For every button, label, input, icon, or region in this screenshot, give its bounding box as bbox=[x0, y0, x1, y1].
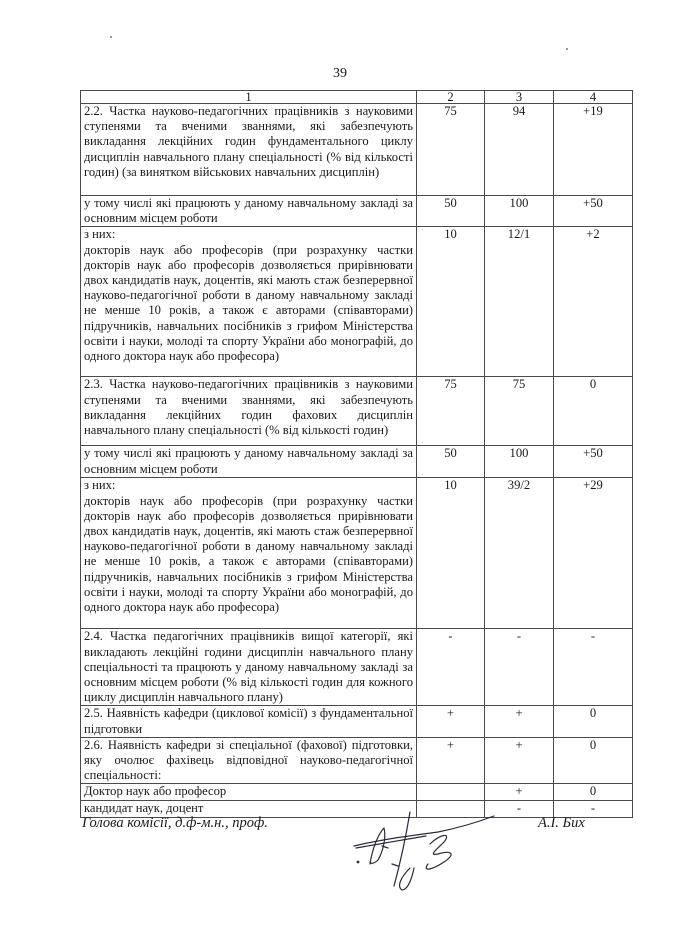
row-col3-value: - bbox=[485, 801, 554, 818]
table-row-2-6 bbox=[81, 737, 633, 784]
table-row-2-2 bbox=[81, 104, 633, 196]
scan-speck bbox=[566, 48, 568, 50]
row-description: докторів наук або професорів (при розрахунку частки докторів наук або професорів дозволяється прирівнювати двох кандидатів наук, доцентів, які мають стаж безперервної науково-педагогічної роботи в даному навчальному закладі не менше 10 років, а також є авторами (співавторами) підручників, навчальних посібників з грифом Міністерства освіти і науки, молоді та спорту України або монографій, до одного доктора наук або професора) bbox=[84, 493, 413, 615]
row-col2-value: + bbox=[417, 737, 485, 784]
row-col2-value: 75 bbox=[417, 377, 485, 446]
row-col3-value: + bbox=[485, 706, 554, 737]
column-header-4: 4 bbox=[554, 91, 633, 104]
row-col4-value: +50 bbox=[554, 196, 633, 227]
row-col3-value: 100 bbox=[485, 446, 554, 478]
row-col4-value: - bbox=[554, 801, 633, 818]
row-description: 2.2. Частка науково-педагогічних працівників з науковими ступенями та вченими званнями, які забезпечують викладання лекційних годин фундаментального циклу дисциплін навчального плану спеціальності (% від кількості годин) (за винятком військових навчальних дисциплін) bbox=[81, 104, 417, 196]
row-description-cell bbox=[81, 478, 417, 629]
page-number: 39 bbox=[333, 66, 347, 81]
row-col4-value: +2 bbox=[554, 227, 633, 377]
column-header-2: 2 bbox=[417, 91, 485, 104]
row-col2-value bbox=[417, 784, 485, 801]
handwritten-signature-icon bbox=[348, 806, 498, 892]
row-col3-value: - bbox=[485, 629, 554, 706]
row-col4-value: +29 bbox=[554, 478, 633, 629]
row-col3-value: 94 bbox=[485, 104, 554, 196]
column-header-1: 1 bbox=[81, 91, 417, 104]
table-row-2-3 bbox=[81, 377, 633, 446]
row-col3-value: 100 bbox=[485, 196, 554, 227]
column-header-3: 3 bbox=[485, 91, 554, 104]
table-header-row bbox=[81, 91, 633, 104]
table-row-2-2-main-workplace bbox=[81, 196, 633, 227]
table-row-2-3-doctors bbox=[81, 478, 633, 629]
row-col2-value: 10 bbox=[417, 478, 485, 629]
row-col3-value: 75 bbox=[485, 377, 554, 446]
accreditation-criteria-table bbox=[80, 90, 633, 818]
row-col4-value: +50 bbox=[554, 446, 633, 478]
row-col3-value: 39/2 bbox=[485, 478, 554, 629]
signer-title: Голова комісії, д.ф-м.н., проф. bbox=[82, 815, 268, 831]
row-col2-value: 50 bbox=[417, 446, 485, 478]
row-col4-value: 0 bbox=[554, 706, 633, 737]
row-col4-value: 0 bbox=[554, 784, 633, 801]
scan-speck bbox=[110, 36, 112, 38]
table-row-doctor-or-professor bbox=[81, 784, 633, 801]
row-col4-value: 0 bbox=[554, 737, 633, 784]
table-row-2-3-main-workplace bbox=[81, 446, 633, 478]
row-col4-value: +19 bbox=[554, 104, 633, 196]
row-col3-value: 12/1 bbox=[485, 227, 554, 377]
table-row-2-4 bbox=[81, 629, 633, 706]
row-description: 2.3. Частка науково-педагогічних працівників з науковими ступенями та вченими званнями, які забезпечують викладання лекційних годин фахових дисциплін навчального плану спеціальності (% від кількості годин) bbox=[81, 377, 417, 446]
row-col2-value: 10 bbox=[417, 227, 485, 377]
row-col3-value: + bbox=[485, 737, 554, 784]
row-col2-value: - bbox=[417, 629, 485, 706]
table-row-2-5 bbox=[81, 706, 633, 737]
row-description: докторів наук або професорів (при розрахунку частки докторів наук або професорів дозволяється прирівнювати двох кандидатів наук, доцентів, які мають стаж безперервної науково-педагогічної роботи в даному навчальному закладі не менше 10 років, а також є авторами (співавторами) підручників, навчальних посібників з грифом Міністерства освіти і науки, молоді та спорту України або монографій, до одного доктора наук або професора) bbox=[84, 242, 413, 364]
row-col4-value: 0 bbox=[554, 377, 633, 446]
row-description: Доктор наук або професор bbox=[81, 784, 417, 801]
row-description: кандидат наук, доцент bbox=[81, 801, 417, 818]
row-description: у тому числі які працюють у даному навчальному закладі за основним місцем роботи bbox=[81, 196, 417, 227]
signer-name: А.І. Бих bbox=[538, 815, 585, 831]
row-description-lead: з них: bbox=[84, 478, 116, 493]
row-col3-value: + bbox=[485, 784, 554, 801]
row-description-cell bbox=[81, 227, 417, 377]
row-description: 2.6. Наявність кафедри зі спеціальної (фахової) підготовки, яку очолює фахівець відповідної науково-педагогічної спеціальності: bbox=[81, 737, 417, 784]
row-description: 2.5. Наявність кафедри (циклової комісії) з фундаментальної підготовки bbox=[81, 706, 417, 737]
row-description: у тому числі які працюють у даному навчальному закладі за основним місцем роботи bbox=[81, 446, 417, 478]
row-col2-value: 75 bbox=[417, 104, 485, 196]
row-description-lead: з них: bbox=[84, 227, 116, 242]
row-col4-value: - bbox=[554, 629, 633, 706]
row-col2-value: + bbox=[417, 706, 485, 737]
table-row-2-2-doctors bbox=[81, 227, 633, 377]
row-col2-value: 50 bbox=[417, 196, 485, 227]
row-description: 2.4. Частка педагогічних працівників вищої категорії, які викладають лекційні години дисциплін навчального плану спеціальності та працюють у даному навчальному закладі за основним місцем роботи (% від кількості годин для кожного циклу дисциплін навчального плану) bbox=[81, 629, 417, 706]
